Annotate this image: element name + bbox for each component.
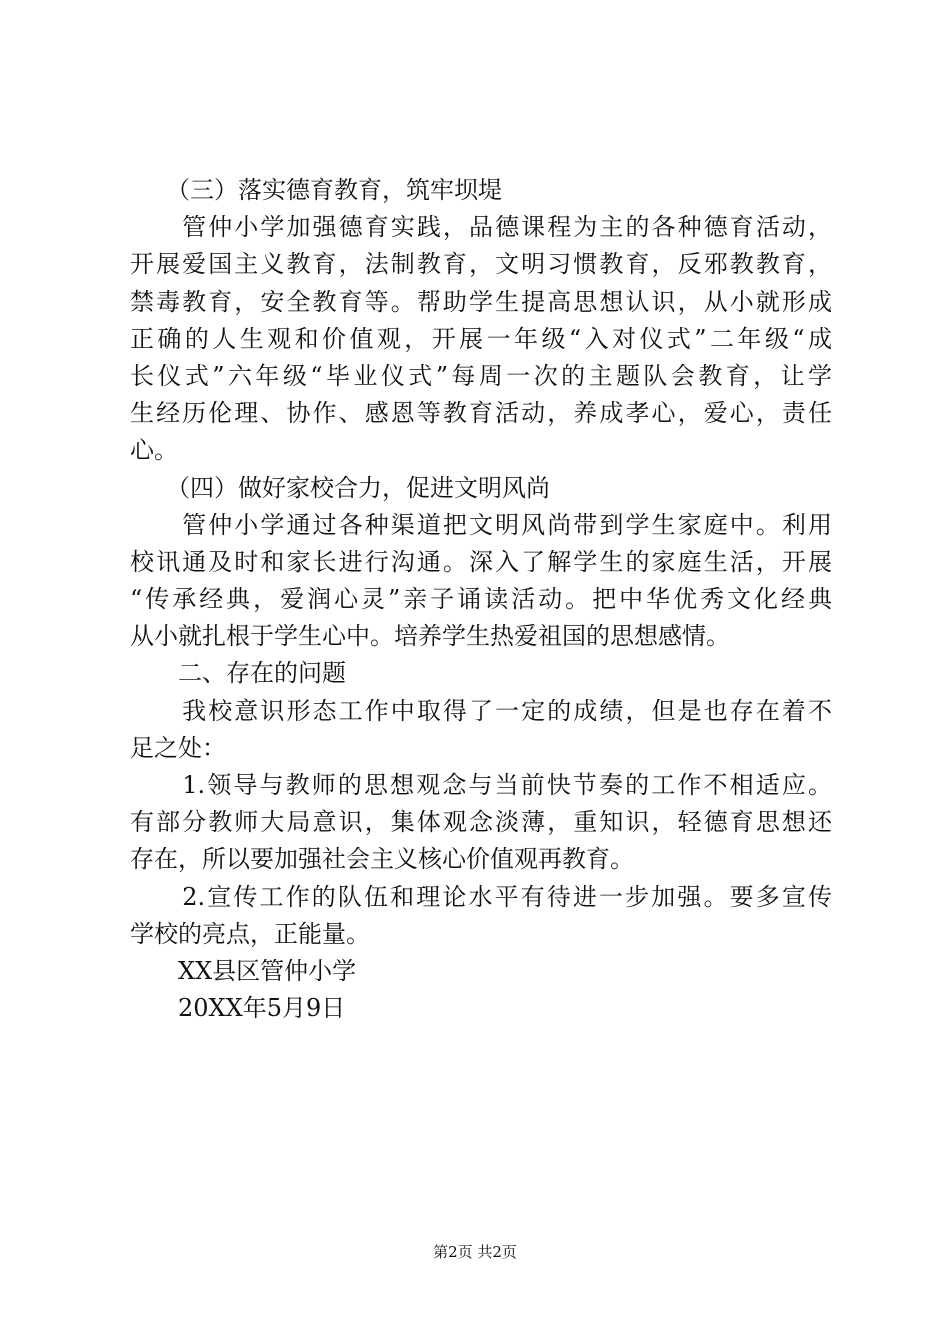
paragraph-line: 禁毒教育，安全教育等。帮助学生提高思想认识，从小就形成 [130, 287, 832, 316]
paragraph-line: 心。 [130, 436, 178, 465]
paragraph-line: “传承经典，爱润心灵”亲子诵读活动。把中华优秀文化经典 [130, 585, 832, 614]
paragraph-line: 管仲小学加强德育实践，品德课程为主的各种德育活动， [130, 213, 832, 242]
signature-date: 20XX年5月9日 [130, 994, 346, 1023]
section-heading-3: （三）落实德育教育，筑牢坝堤 [130, 176, 502, 204]
paragraph-line: 校讯通及时和家长进行沟通。深入了解学生的家庭生活，开展 [130, 547, 832, 576]
paragraph-line: 有部分教师大局意识，集体观念淡薄，重知识，轻德育思想还 [130, 808, 832, 837]
paragraph-line: 1.领导与教师的思想观念与当前快节奏的工作不相适应。 [130, 771, 832, 799]
paragraph-line: 生经历伦理、协作、感恩等教育活动，养成孝心，爱心，责任 [130, 399, 832, 428]
page-footer: 第2页 共2页 [433, 1243, 517, 1261]
paragraph-line: 学校的亮点，正能量。 [130, 919, 370, 948]
paragraph-line: 正确的人生观和价值观，开展一年级“入对仪式”二年级“成 [130, 324, 832, 353]
paragraph-line: 足之处： [130, 733, 226, 762]
document-body [130, 172, 832, 1027]
paragraph-line: 长仪式”六年级“毕业仪式”每周一次的主题队会教育，让学 [130, 361, 832, 390]
paragraph-line: 管仲小学通过各种渠道把文明风尚带到学生家庭中。利用 [130, 510, 832, 539]
section-heading-4: （四）做好家校合力，促进文明风尚 [130, 473, 550, 502]
section-heading-problems: 二、存在的问题 [130, 659, 346, 688]
paragraph-line: 开展爱国主义教育，法制教育，文明习惯教育，反邪教教育， [130, 250, 832, 279]
paragraph-line: 从小就扎根于学生心中。培养学生热爱祖国的思想感情。 [130, 622, 730, 651]
paragraph-line: 2.宣传工作的队伍和理论水平有待进一步加强。要多宣传 [130, 882, 832, 911]
signature-organization: XX县区管仲小学 [130, 956, 357, 985]
paragraph-line: 我校意识形态工作中取得了一定的成绩，但是也存在着不 [130, 696, 832, 725]
paragraph-line: 存在，所以要加强社会主义核心价值观再教育。 [130, 845, 634, 874]
